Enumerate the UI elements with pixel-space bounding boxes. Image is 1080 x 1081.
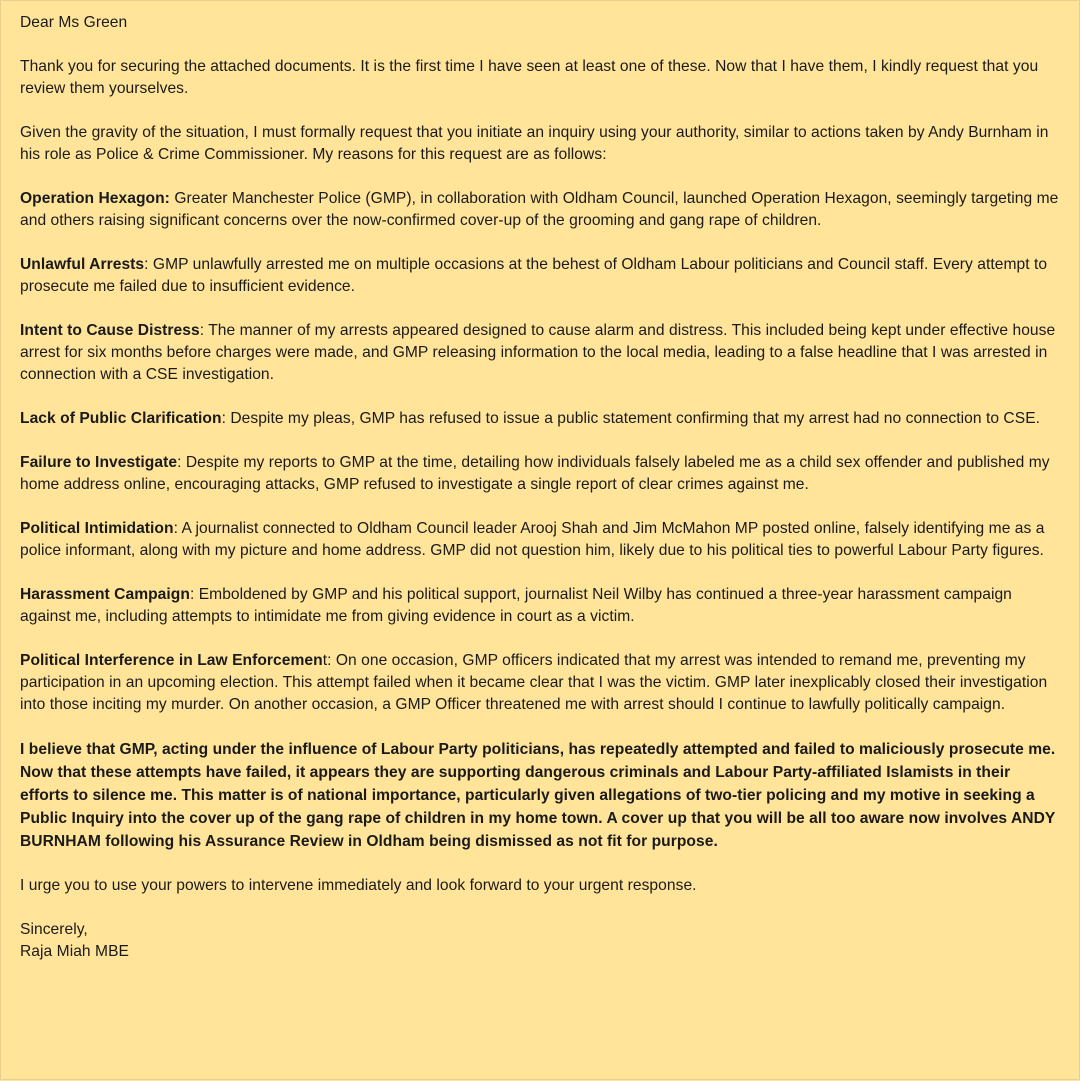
conclusion-paragraph: I believe that GMP, acting under the influence of Labour Party politicians, has repeatedly attempted and failed to maliciously prosecute me. Now that these attempts have failed, it appears they are supporting dangerous criminals and Labour Party-affiliated Islamists in their efforts to silence me. This matter is of national importance, particularly given allegations of two-tier policing and my motive in seeking a Public Inquiry into the cover up of the gang rape of children in my home town. A cover up that you will be all too aware now involves ANDY BURNHAM following his Assurance Review in Oldham being dismissed as not fit for purpose. xyxy=(20,741,1056,850)
point-heading: Political Interference in Law Enforcemen xyxy=(20,652,323,669)
point-text: t: On one occasion, GMP officers indicated that my arrest was intended to remand me, preventing my participation in an upcoming election. This attempt failed when it became clear that I was the victim. GMP later inexplicably closed their investigation into those inciting my murder. On another occasion, a GMP Officer threatened me with arrest should I continue to lawfully politically campaign. xyxy=(20,652,1048,713)
urge-paragraph: I urge you to use your powers to intervene immediately and look forward to your urgent response. xyxy=(20,877,697,894)
point-heading: Failure to Investigate xyxy=(20,454,178,471)
signature: Raja Miah MBE xyxy=(20,943,129,960)
letter xyxy=(1,1,1080,1081)
point-text: : The manner of my arrests appeared designed to cause alarm and distress. This included being kept under effective house arrest for six months before charges were made, and GMP releasing information to the local media, leading to a false headline that I was arrested in connection with a CSE investigation. xyxy=(20,322,1056,383)
point-harassment-campaign xyxy=(20,584,1063,628)
point-text: : GMP unlawfully arrested me on multiple occasions at the behest of Oldham Labour politicians and Council staff. Every attempt to prosecute me failed due to insufficient evidence. xyxy=(20,256,1048,295)
point-heading: Intent to Cause Distress xyxy=(20,322,200,339)
point-text: Greater Manchester Police (GMP), in collaboration with Oldham Council, launched Operation Hexagon, seemingly targeting me and others raising significant concerns over the now-confirmed cover-up of the grooming and gang rape of children. xyxy=(20,190,1059,229)
point-text: : Emboldened by GMP and his political support, journalist Neil Wilby has continued a three-year harassment campaign against me, including attempts to intimidate me from giving evidence in court as a victim. xyxy=(20,586,1012,625)
point-heading: Harassment Campaign xyxy=(20,586,190,603)
sign-off: Sincerely, xyxy=(20,921,88,938)
salutation: Dear Ms Green xyxy=(20,14,128,31)
point-heading: Political Intimidation xyxy=(20,520,174,537)
point-text: : A journalist connected to Oldham Council leader Arooj Shah and Jim McMahon MP posted online, falsely identifying me as a police informant, along with my picture and home address. GMP did not question him, likely due to his political ties to powerful Labour Party figures. xyxy=(20,520,1045,559)
intro-paragraph: Thank you for securing the attached documents. It is the first time I have seen at least one of these. Now that I have them, I kindly request that you review them yourselves. xyxy=(20,58,1039,97)
point-heading: Operation Hexagon: xyxy=(20,190,170,207)
point-political-interference xyxy=(20,650,1063,716)
point-unlawful-arrests xyxy=(20,254,1063,298)
point-heading: Lack of Public Clarification xyxy=(20,410,222,427)
point-intent-to-cause-distress xyxy=(20,320,1063,386)
point-text: : Despite my reports to GMP at the time, detailing how individuals falsely labeled me as a child sex offender and published my home address online, encouraging attacks, GMP refused to investigate a single report of clear crimes against me. xyxy=(20,454,1050,493)
point-lack-of-public-clarification xyxy=(20,408,1063,430)
point-political-intimidation xyxy=(20,518,1063,562)
point-operation-hexagon xyxy=(20,188,1063,232)
request-paragraph: Given the gravity of the situation, I must formally request that you initiate an inquiry using your authority, similar to actions taken by Andy Burnham in his role as Police & Crime Commissioner. My reasons for this request are as follows: xyxy=(20,124,1049,163)
point-failure-to-investigate xyxy=(20,452,1063,496)
point-heading: Unlawful Arrests xyxy=(20,256,145,273)
point-text: : Despite my pleas, GMP has refused to issue a public statement confirming that my arrest had no connection to CSE. xyxy=(221,410,1041,427)
